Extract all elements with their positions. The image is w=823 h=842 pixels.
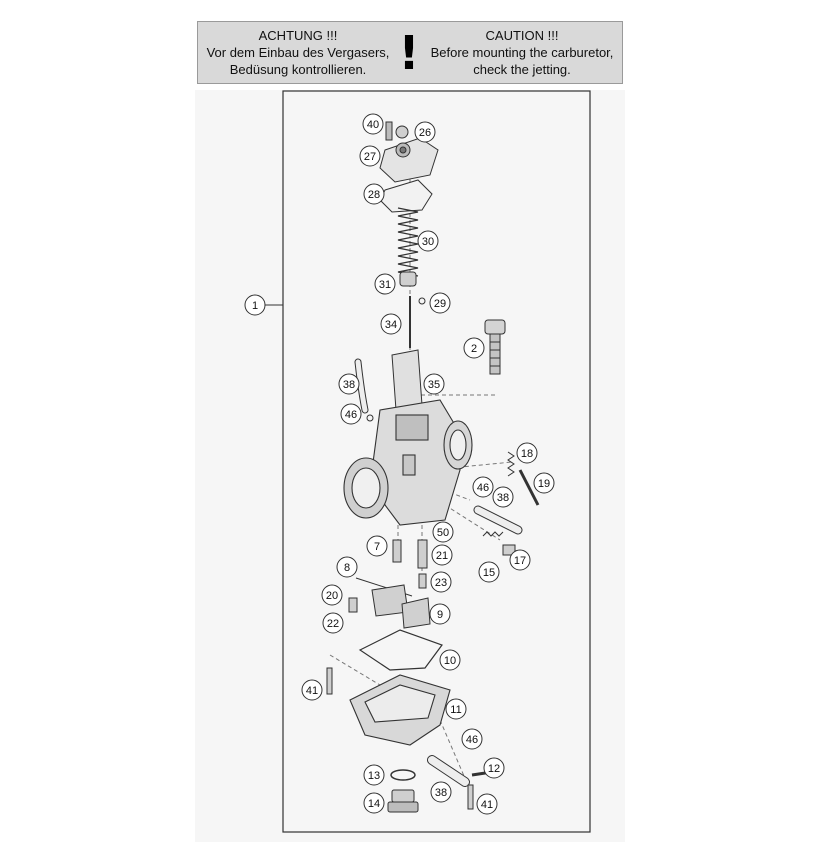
callout-9 [430, 604, 450, 624]
callout-17 [510, 550, 530, 570]
callout-number: 2 [470, 343, 478, 355]
bowl-screw-right [468, 785, 473, 809]
callout-11 [446, 699, 466, 719]
callout-number: 41 [480, 799, 494, 811]
caution-line1-german: Vor dem Einbau des Vergasers, [206, 45, 390, 60]
callout-number: 21 [435, 550, 449, 562]
callout-number: 31 [378, 279, 392, 291]
callout-number: 13 [367, 770, 381, 782]
callout-8 [337, 557, 357, 577]
idle-jet [418, 540, 427, 568]
callout-number: 11 [450, 704, 462, 716]
callout-number: 18 [520, 448, 534, 460]
hose-clip-upper [367, 415, 373, 421]
callout-7 [367, 536, 387, 556]
callout-number: 46 [465, 734, 479, 746]
callout-41 [477, 794, 497, 814]
callout-18 [517, 443, 537, 463]
callout-number: 38 [342, 379, 356, 391]
callout-number: 50 [436, 527, 450, 539]
callout-46 [462, 729, 482, 749]
callout-number: 9 [436, 609, 444, 621]
air-screw-spring [508, 452, 514, 476]
callout-number: 28 [367, 189, 381, 201]
callout-number: 46 [476, 482, 490, 494]
throttle-spring [398, 208, 418, 276]
callout-number: 41 [305, 685, 319, 697]
callout-number: 7 [373, 541, 381, 553]
float-bowl [350, 675, 450, 745]
bowl-screw-left [327, 668, 332, 694]
float-bowl-gasket [360, 630, 442, 670]
callout-21 [432, 545, 452, 565]
caution-title-english: CAUTION !!! [485, 28, 559, 43]
callout-28 [364, 184, 384, 204]
callout-number: 10 [443, 655, 457, 667]
callout-38 [339, 374, 359, 394]
callout-13 [364, 765, 384, 785]
callout-35 [424, 374, 444, 394]
callout-14 [364, 793, 384, 813]
callout-22 [323, 613, 343, 633]
callout-number: 40 [366, 119, 380, 131]
callout-40 [363, 114, 383, 134]
callout-number: 8 [343, 562, 351, 574]
caution-line2-german: Bedüsung kontrollieren. [229, 62, 367, 77]
throttle-slide [392, 350, 422, 410]
callout-29 [430, 293, 450, 313]
callout-number: 29 [433, 298, 447, 310]
callout-number: 22 [326, 618, 340, 630]
callout-number: 14 [367, 798, 381, 810]
callout-19 [534, 473, 554, 493]
main-jet [419, 574, 426, 588]
cover-gasket [380, 180, 432, 212]
callout-34 [381, 314, 401, 334]
callout-50 [433, 522, 453, 542]
callout-41 [302, 680, 322, 700]
callout-2 [464, 338, 484, 358]
callout-number: 27 [363, 151, 377, 163]
needle-jet [393, 540, 401, 562]
exclamation-icon: ! [398, 26, 420, 80]
idle-adjust-screw [485, 320, 505, 374]
callout-31 [375, 274, 395, 294]
callout-15 [479, 562, 499, 582]
callout-number: 19 [537, 478, 551, 490]
callout-20 [322, 585, 342, 605]
caution-line2-english: check the jetting. [473, 62, 571, 77]
callout-number: 46 [344, 409, 358, 421]
callout-26 [415, 122, 435, 142]
callout-number: 1 [251, 300, 259, 312]
callout-number: 26 [418, 127, 432, 139]
needle-holder [400, 272, 416, 286]
callout-38 [431, 782, 451, 802]
drain-plug [388, 790, 418, 812]
caution-line1-english: Before mounting the carburetor, [430, 45, 614, 60]
callout-number: 34 [384, 319, 398, 331]
callout-1 [245, 295, 265, 315]
needle-clip [419, 298, 425, 304]
float-needle [349, 598, 357, 612]
callout-30 [418, 231, 438, 251]
callout-27 [360, 146, 380, 166]
callout-number: 17 [513, 555, 527, 567]
callout-number: 23 [434, 577, 448, 589]
callout-number: 30 [421, 236, 435, 248]
callout-10 [440, 650, 460, 670]
caution-title-german: ACHTUNG !!! [258, 28, 338, 43]
callout-12 [484, 758, 504, 778]
callout-46 [473, 477, 493, 497]
callout-number: 38 [434, 787, 448, 799]
callout-46 [341, 404, 361, 424]
carburetor-body [344, 400, 472, 525]
callout-number: 38 [496, 492, 510, 504]
callout-number: 20 [325, 590, 339, 602]
callout-number: 12 [487, 763, 501, 775]
callout-number: 35 [427, 379, 441, 391]
callout-number: 15 [482, 567, 496, 579]
callout-38 [493, 487, 513, 507]
drain-o-ring [391, 770, 415, 780]
callout-23 [431, 572, 451, 592]
